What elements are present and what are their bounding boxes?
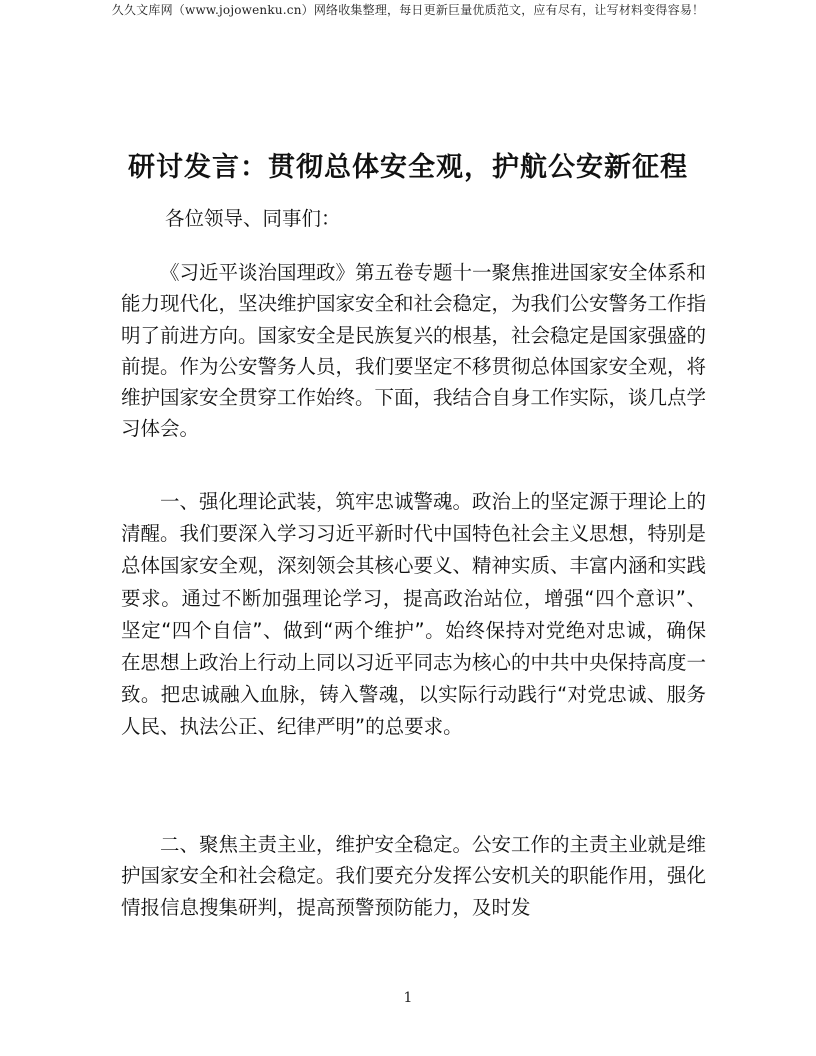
- salutation: 各位领导、同事们：: [165, 207, 341, 230]
- paragraph-section-2: 二、聚焦主责主业，维护安全稳定。公安工作的主责主业就是维护国家安全和社会稳定。我们要充分发挥公安机关的职能作用，强化情报信息搜集研判，提高预警预防能力，及时发: [121, 833, 707, 919]
- paragraph-intro: 《习近平谈治国理政》第五卷专题十一聚焦推进国家安全体系和能力现代化，坚决维护国家安全和社会稳定，为我们公安警务工作指明了前进方向。国家安全是民族复兴的根基，社会稳定是国家强盛的前提。作为公安警务人员，我们要坚定不移贯彻总体国家安全观，将维护国家安全贯穿工作始终。下面，我结合自身工作实际，谈几点学习体会。: [121, 261, 707, 441]
- page-number: 1: [403, 990, 413, 1006]
- site-banner: 久久文库网（www.jojowenku.cn）网络收集整理，每日更新巨量优质范文，应有尽有，让写材料变得容易！: [111, 3, 705, 17]
- document-title: 研讨发言：贯彻总体安全观，护航公安新征程: [128, 152, 688, 183]
- paragraph-section-1: 一、强化理论武装，筑牢忠诚警魂。政治上的坚定源于理论上的清醒。我们要深入学习习近平新时代中国特色社会主义思想，特别是总体国家安全观，深刻领会其核心要义、精神实质、丰富内涵和实践要求。通过不断加强理论学习，提高政治站位，增强“四个意识”、坚定“四个自信”、做到“两个维护”。始终保持对党绝对忠诚，确保在思想上政治上行动上同以习近平同志为核心的中共中央保持高度一致。把忠诚融入血脉，铸入警魂，以实际行动践行“对党忠诚、服务人民、执法公正、纪律严明”的总要求。: [121, 490, 707, 739]
